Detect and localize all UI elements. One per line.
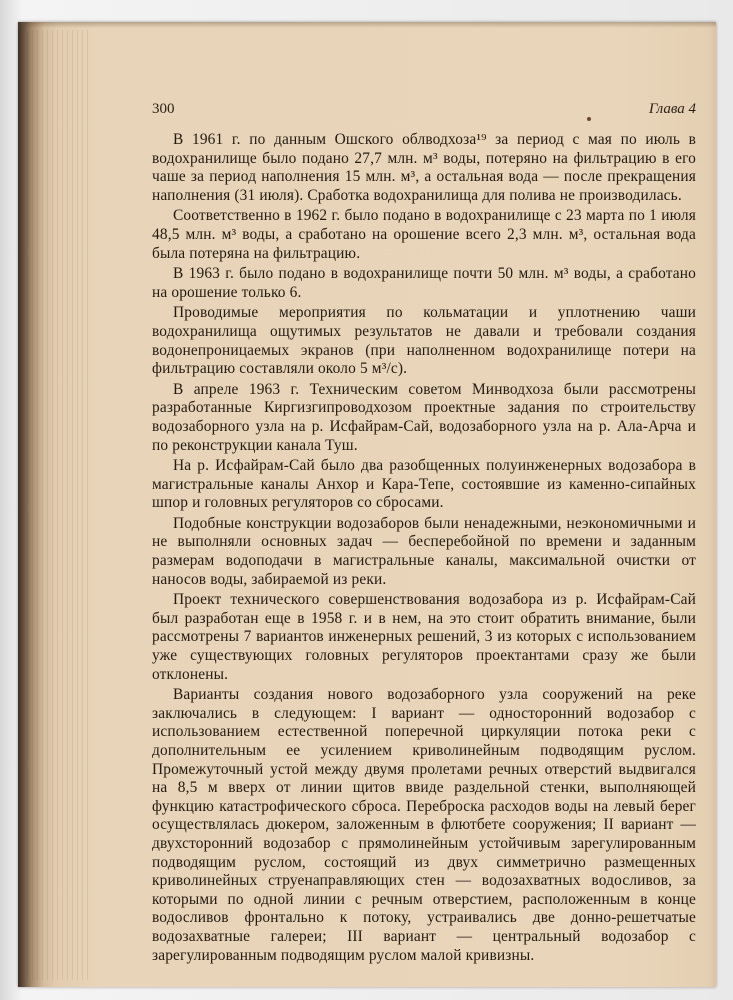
paragraph-5: В апреле 1963 г. Техническим советом Минводхоза были рассмотрены разработанные Киргизгипроводхозом проектные задания по строительству водозаборного узла на р. Исфайрам-Сай, водозаборного узла на р. Ала-Арча и по реконструкции канала Туш. xyxy=(152,380,696,454)
paragraph-4: Проводимые мероприятия по кольматации и уплотнению чаши водохранилища ощутимых результатов не давали и требовали создания водонепроницаемых экранов (при наполненном водохранилище потери на фильтрацию составляли около 5 м³/с). xyxy=(152,304,696,378)
paragraph-8: Проект технического совершенствования водозабора из р. Исфайрам-Сай был разработан еще в 1958 г. и в нем, на это стоит обратить внимание, были рассмотрены 7 вариантов инженерных решений, 3 из которых с использованием уже существующих головных регуляторов проектантами сразу же были отклонены. xyxy=(152,591,696,683)
paragraph-2: Соответственно в 1962 г. было подано в водохранилище с 23 марта по 1 июля 48,5 млн. м³ воды, а сработано на орошение всего 2,3 млн. м³, остальная вода была потеряна на фильтрацию. xyxy=(152,207,696,262)
page-edges xyxy=(22,30,92,980)
paragraph-6: На р. Исфайрам-Сай было два разобщенных полуинженерных водозабора в магистральные каналы Анхор и Кара-Тепе, состоявшие из каменно-сипайных шпор и головных регуляторов со сбросами. xyxy=(152,457,696,512)
body-text xyxy=(152,131,696,967)
page-number: 300 xyxy=(152,101,175,117)
paragraph-9: Варианты создания нового водозаборного узла сооружений на реке заключались в следующем: I вариант — односторонний водозабор с использованием естественной поперечной циркуляции потока реки с дополнительным ее усилением криволинейным подводящим руслом. Промежуточный устой между двумя пролетами речных отверстий выдвигался на 8,5 м вверх от линии щитов ввиде раздельной стенки, выполняющей функцию катастрофического сброса. Переброска расходов воды на левый берег осуществлялась дюкером, заложенным в флютбете сооружения; II вариант — двухсторонний водозабор с прямолинейным устойчивым зарегулированным подводящим руслом, состоящий из двух симметрично размещенных криволинейных струенаправляющих стен — водозахватных водосливов, за которыми по одной линии с речным отверстием, расположенным в конце водосливов фронтально к потоку, устраивались две донно-решетчатые водозахватные галереи; III вариант — центральный водозабор с зарегулированным подводящим руслом малой кривизны. xyxy=(152,686,696,964)
paragraph-7: Подобные конструкции водозаборов были ненадежными, неэкономичными и не выполняли основных задач — бесперебойной по времени и заданным размерам водоподачи в магистральные каналы, максимальной очистки от наносов воды, забираемой из реки. xyxy=(152,514,696,588)
running-header xyxy=(152,101,696,121)
page-top-shadow xyxy=(18,22,716,28)
paragraph-1: В 1961 г. по данным Ошского облводхоза¹⁹ за период с мая по июль в водохранилище было подано 27,7 млн. м³ воды, потеряно на фильтрацию в его чаше за период наполнения 15 млн. м³, а остальная вода — после прекращения наполнения (31 июля). Сработка водохранилища для полива не производилась. xyxy=(152,131,696,204)
paragraph-3: В 1963 г. было подано в водохранилище почти 50 млн. м³ воды, а сработано на орошение только 6. xyxy=(152,265,696,301)
chapter-title: Глава 4 xyxy=(648,101,696,117)
